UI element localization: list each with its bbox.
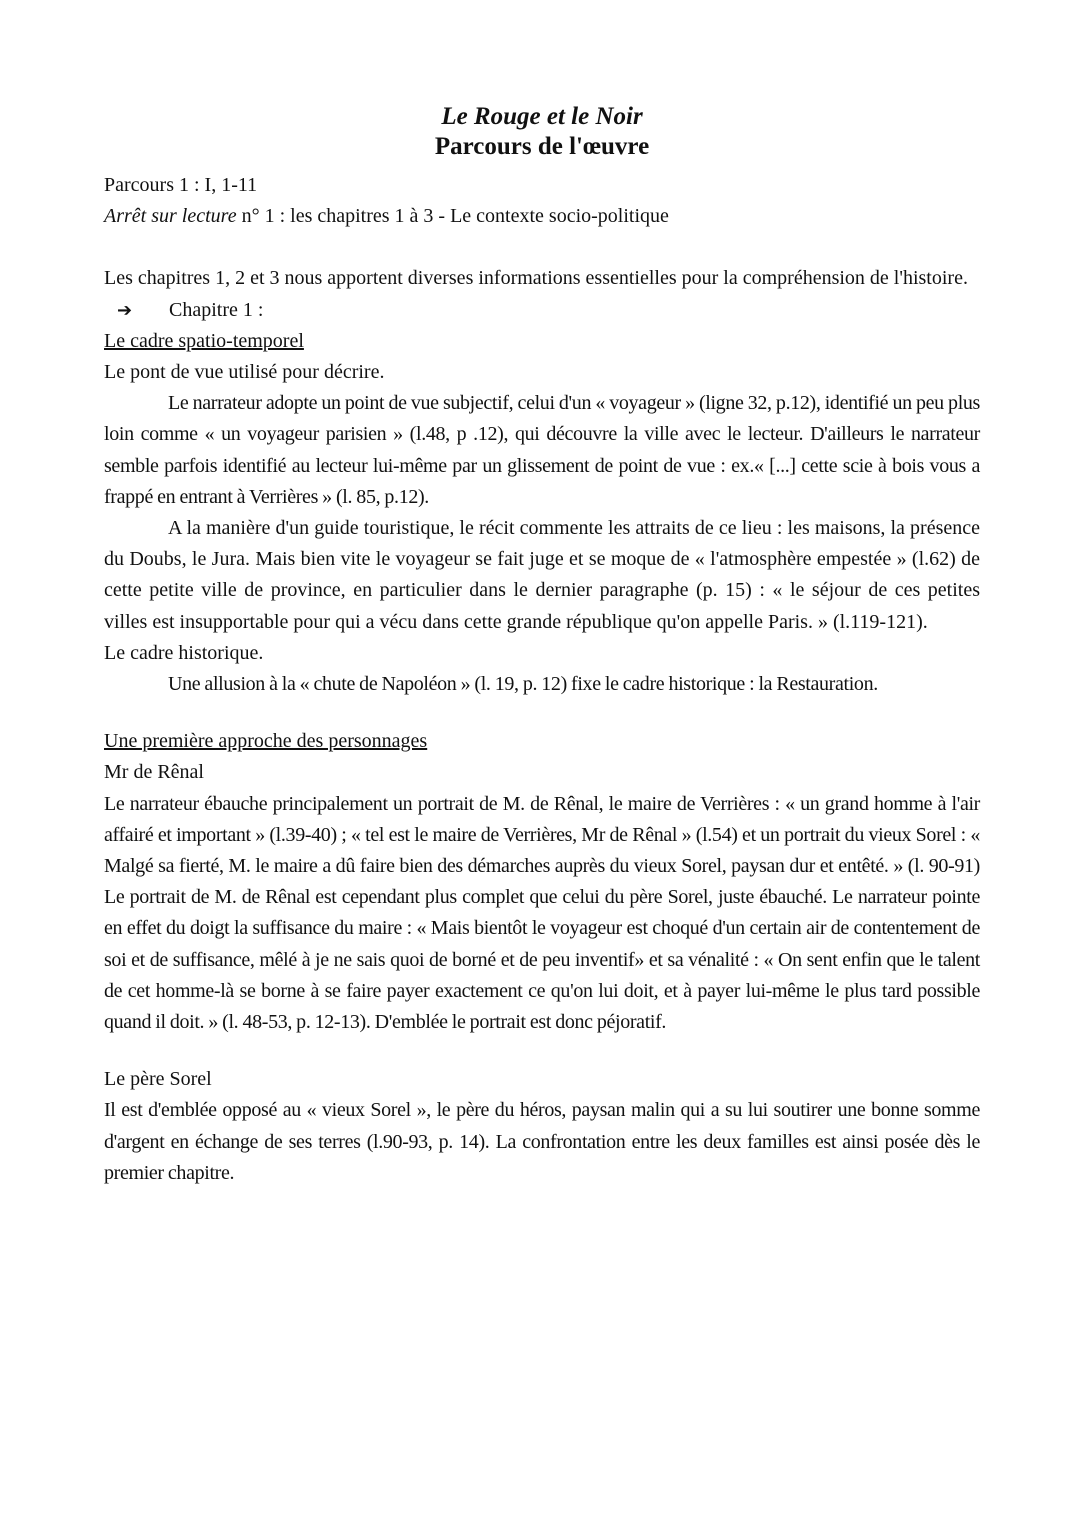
subheading-renal: Mr de Rênal	[104, 761, 204, 784]
right-arrow-icon: ➔	[117, 299, 133, 321]
spacer	[104, 1038, 980, 1064]
document-page	[104, 102, 980, 1189]
section-heading-cadre: Le cadre spatio-temporel	[104, 329, 304, 352]
arret-rest: n° 1 : les chapitres 1 à 3 - Le contexte socio-politique	[236, 205, 669, 228]
arret-prefix: Arrêt sur lecture	[104, 205, 237, 228]
subheading-cadre-historique: Le cadre historique.	[104, 641, 264, 664]
subheading-pere-sorel: Le père Sorel	[104, 1068, 212, 1091]
chapter-marker	[104, 295, 980, 326]
document-title: Le Rouge et le Noir	[441, 103, 643, 130]
spacer	[104, 232, 980, 263]
spacer	[104, 700, 980, 726]
intro-paragraph: Les chapitres 1, 2 et 3 nous apportent diverses informations essentielles pour la compréhension de l'histoire.	[104, 267, 968, 290]
paragraph-guide: A la manière d'un guide touristique, le récit commente les attraits de ce lieu : les maisons, la présence du Doubs, le Jura. Mais bien vite le voyageur se fait juge et se moque de « l'atmosphère empestée » (l.62) de cette petite ville de province, en particulier dans le dernier paragraphe (p. 15) : « le séjour de ces petites villes est insupportable pour qui a vécu dans cette grande république qu'on appelle Paris. » (l.119-121).	[104, 517, 980, 633]
section-heading-personnages: Une première approche des personnages	[104, 730, 428, 753]
document-subtitle: Parcours de l'œuvre	[434, 133, 650, 160]
arret-line	[104, 201, 980, 232]
title-block	[104, 102, 980, 162]
chapter-marker-label: Chapitre 1 :	[169, 298, 264, 321]
paragraph-cadre-historique: Une allusion à la « chute de Napoléon » (l. 19, p. 12) fixe le cadre historique : la Restauration.	[168, 673, 878, 696]
paragraph-renal: Le narrateur ébauche principalement un portrait de M. de Rênal, le maire de Verrières : « un grand homme à l'air affairé et important » (l.39-40) ; « tel est le maire de Verrières, Mr de Rênal » (l.54) et un portrait du vieux Sorel : « Malgé sa fierté, M. le maire a dû faire bien des démarches auprès du vieux Sorel, paysan dur et entêté. » (l. 90-91) Le portrait de M. de Rênal est cependant plus complet que celui du père Sorel, juste ébauché. Le narrateur pointe en effet du doigt la suffisance du maire : « Mais bientôt le voyageur est choqué d'un certain air de contentement de soi et de suffisance, mêlé à je ne sais quoi de borné et de peu inventif» et sa vénalité : « On sent enfin que le talent de cet homme-là se borne à se faire payer exactement ce qu'on lui doit, et à payer lui-même le plus tard possible quand il doit. » (l. 48-53, p. 12-13). D'emblée le portrait est donc péjoratif.	[104, 792, 980, 1034]
paragraph-pere-sorel: Il est d'emblée opposé au « vieux Sorel », le père du héros, paysan malin qui a su lui soutirer une bonne somme d'argent en échange de ses terres (l.90-93, p. 14). La confrontation entre les deux familles est ainsi posée dès le premier chapitre.	[104, 1099, 980, 1184]
parcours-line: Parcours 1 : I, 1-11	[104, 174, 258, 196]
paragraph-point-de-vue: Le narrateur adopte un point de vue subjectif, celui d'un « voyageur » (ligne 32, p.12), identifié un peu plus loin comme « un voyageur parisien » (l.48, p .12), qui découvre la ville avec le lecteur. D'ailleurs le narrateur semble parfois identifié au lecteur lui-même par un glissement de point de vue : ex.« [...] cette scie à bois vous a frappé en entrant à Verrières » (l. 85, p.12).	[104, 392, 980, 508]
subheading-point-de-vue: Le pont de vue utilisé pour décrire.	[104, 361, 385, 384]
